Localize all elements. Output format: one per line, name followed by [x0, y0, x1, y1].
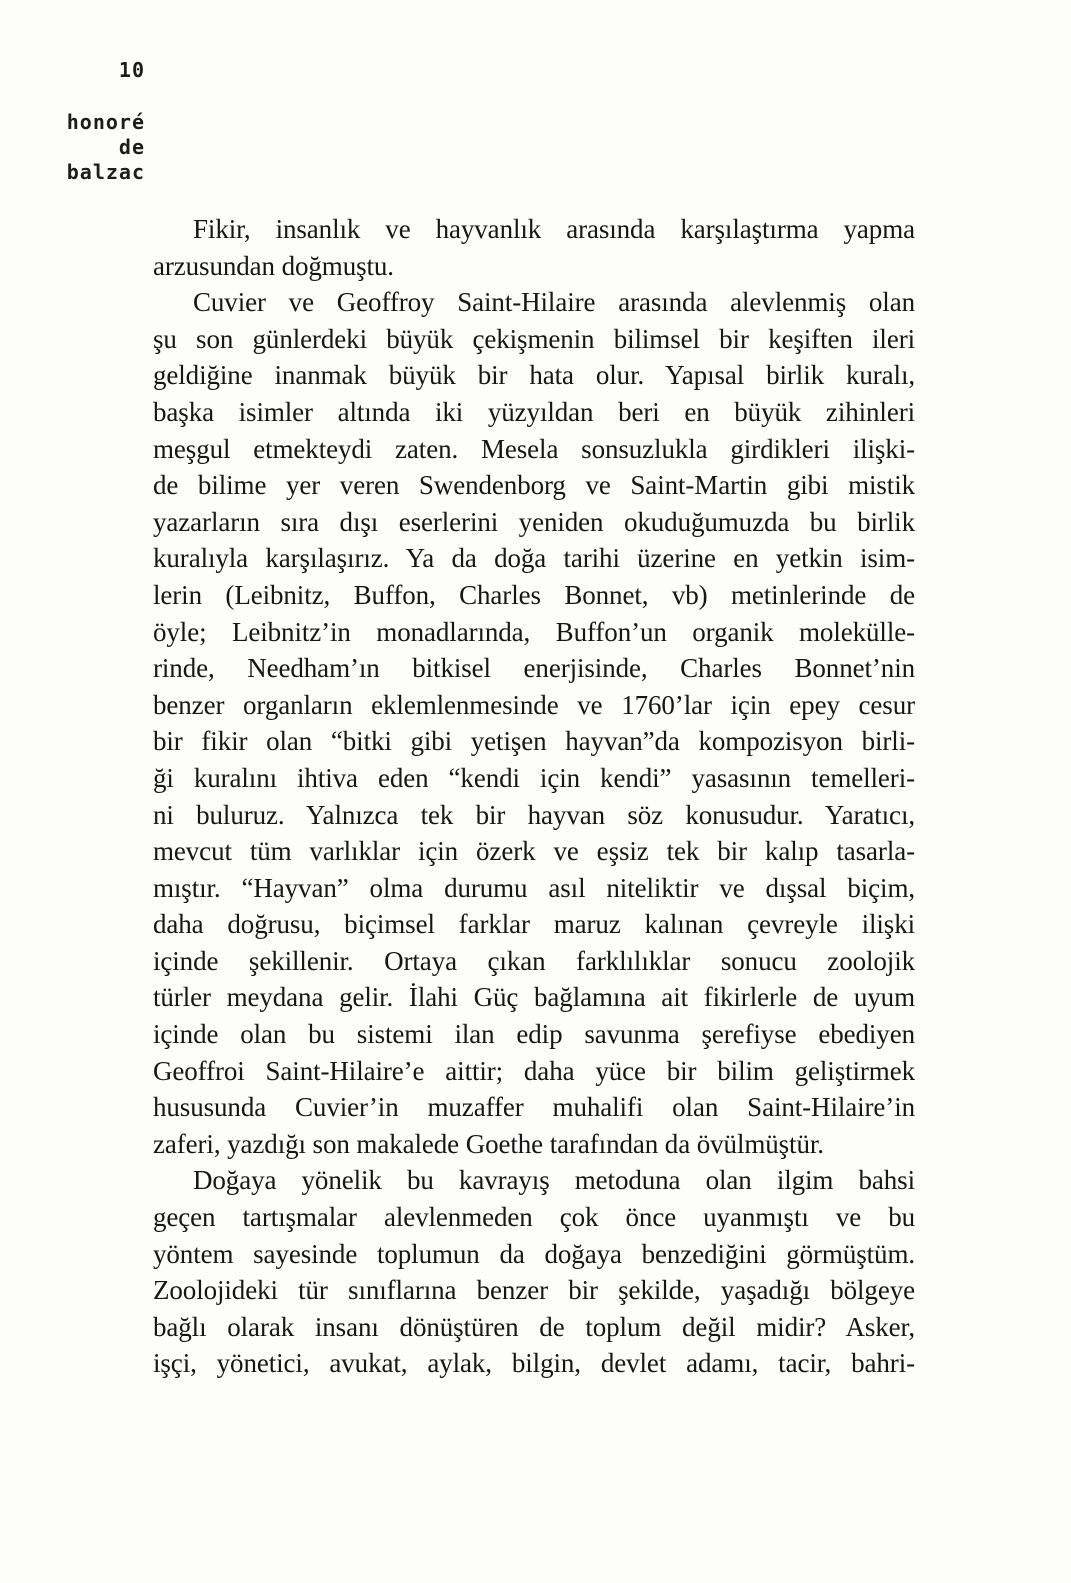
- text-line: mevcut tüm varlıklar için özerk ve eşsiz tek bir kalıp tasarla-: [153, 836, 915, 867]
- text-line: benzer organların eklemlenmesinde ve 1760’lar için epey cesur: [153, 689, 915, 720]
- text-line: Cuvier ve Geoffroy Saint-Hilaire arasında alevlenmiş olan: [193, 287, 915, 318]
- text-line: ği kuralını ihtiva eden “kendi için kendi” yasasının temelleri-: [153, 762, 915, 793]
- text-line: meşgul etmekteydi zaten. Mesela sonsuzlukla girdikleri ilişki-: [153, 433, 915, 464]
- text-line: arzusundan doğmuştu.: [153, 250, 394, 281]
- text-line: geçen tartışmalar alevlenmeden çok önce uyanmıştı ve bu: [153, 1202, 915, 1233]
- text-line: mıştır. “Hayvan” olma durumu asıl niteliktir ve dışsal biçim,: [153, 872, 915, 903]
- running-header-line: de: [118, 135, 145, 159]
- text-line: türler meydana gelir. İlahi Güç bağlamına ait fikirlerle de uyum: [153, 982, 915, 1013]
- running-header-line: balzac: [66, 160, 145, 184]
- text-line: lerin (Leibnitz, Buffon, Charles Bonnet, vb) metinlerinde de: [153, 579, 915, 610]
- text-line: içinde olan bu sistemi ilan edip savunma şerefiyse ebediyen: [153, 1019, 915, 1050]
- text-line: içinde şekillenir. Ortaya çıkan farklılıklar sonucu zoolojik: [153, 945, 915, 976]
- text-line: rinde, Needham’ın bitkisel enerjisinde, Charles Bonnet’nin: [153, 653, 915, 684]
- text-line: bağlı olarak insanı dönüştüren de toplum değil midir? Asker,: [153, 1311, 915, 1342]
- text-line: yazarların sıra dışı eserlerini yeniden okuduğumuzda bu birlik: [153, 506, 915, 537]
- running-header-line: honoré: [66, 110, 145, 134]
- page-number: 10: [118, 58, 145, 82]
- body-text: [153, 211, 915, 1382]
- running-header-author: [63, 110, 145, 185]
- text-line: zaferi, yazdığı son makalede Goethe tarafından da övülmüştür.: [153, 1128, 824, 1159]
- text-line: öyle; Leibnitz’in monadlarında, Buffon’un organik molekülle-: [153, 616, 915, 647]
- text-line: şu son günlerdeki büyük çekişmenin bilimsel bir keşiften ileri: [153, 323, 915, 354]
- text-line: kuralıyla karşılaşırız. Ya da doğa tarihi üzerine en yetkin isim-: [153, 543, 915, 574]
- text-line: Zoolojideki tür sınıflarına benzer bir şekilde, yaşadığı bölgeye: [153, 1275, 915, 1306]
- text-line: Fikir, insanlık ve hayvanlık arasında karşılaştırma yapma: [193, 214, 915, 244]
- text-line: başka isimler altında iki yüzyıldan beri en büyük zihinleri: [153, 396, 915, 427]
- text-line: daha doğrusu, biçimsel farklar maruz kalınan çevreyle ilişki: [153, 909, 915, 940]
- text-line: yöntem sayesinde toplumun da doğaya benzediğini görmüştüm.: [153, 1238, 915, 1269]
- text-line: geldiğine inanmak büyük bir hata olur. Yapısal birlik kuralı,: [153, 360, 915, 391]
- text-line: ni buluruz. Yalnızca tek bir hayvan söz konusudur. Yaratıcı,: [153, 799, 915, 830]
- text-line: Geoffroi Saint-Hilaire’e aittir; daha yüce bir bilim geliştirmek: [153, 1055, 915, 1086]
- text-line: bir fikir olan “bitki gibi yetişen hayvan”da kompozisyon birli-: [153, 726, 915, 757]
- text-line: hususunda Cuvier’in muzaffer muhalifi olan Saint-Hilaire’in: [153, 1092, 915, 1123]
- text-line: işçi, yönetici, avukat, aylak, bilgin, devlet adamı, tacir, bahri-: [153, 1348, 915, 1379]
- text-line: de bilime yer veren Swendenborg ve Saint-Martin gibi mistik: [153, 470, 915, 501]
- text-line: Doğaya yönelik bu kavrayış metoduna olan ilgim bahsi: [193, 1165, 915, 1196]
